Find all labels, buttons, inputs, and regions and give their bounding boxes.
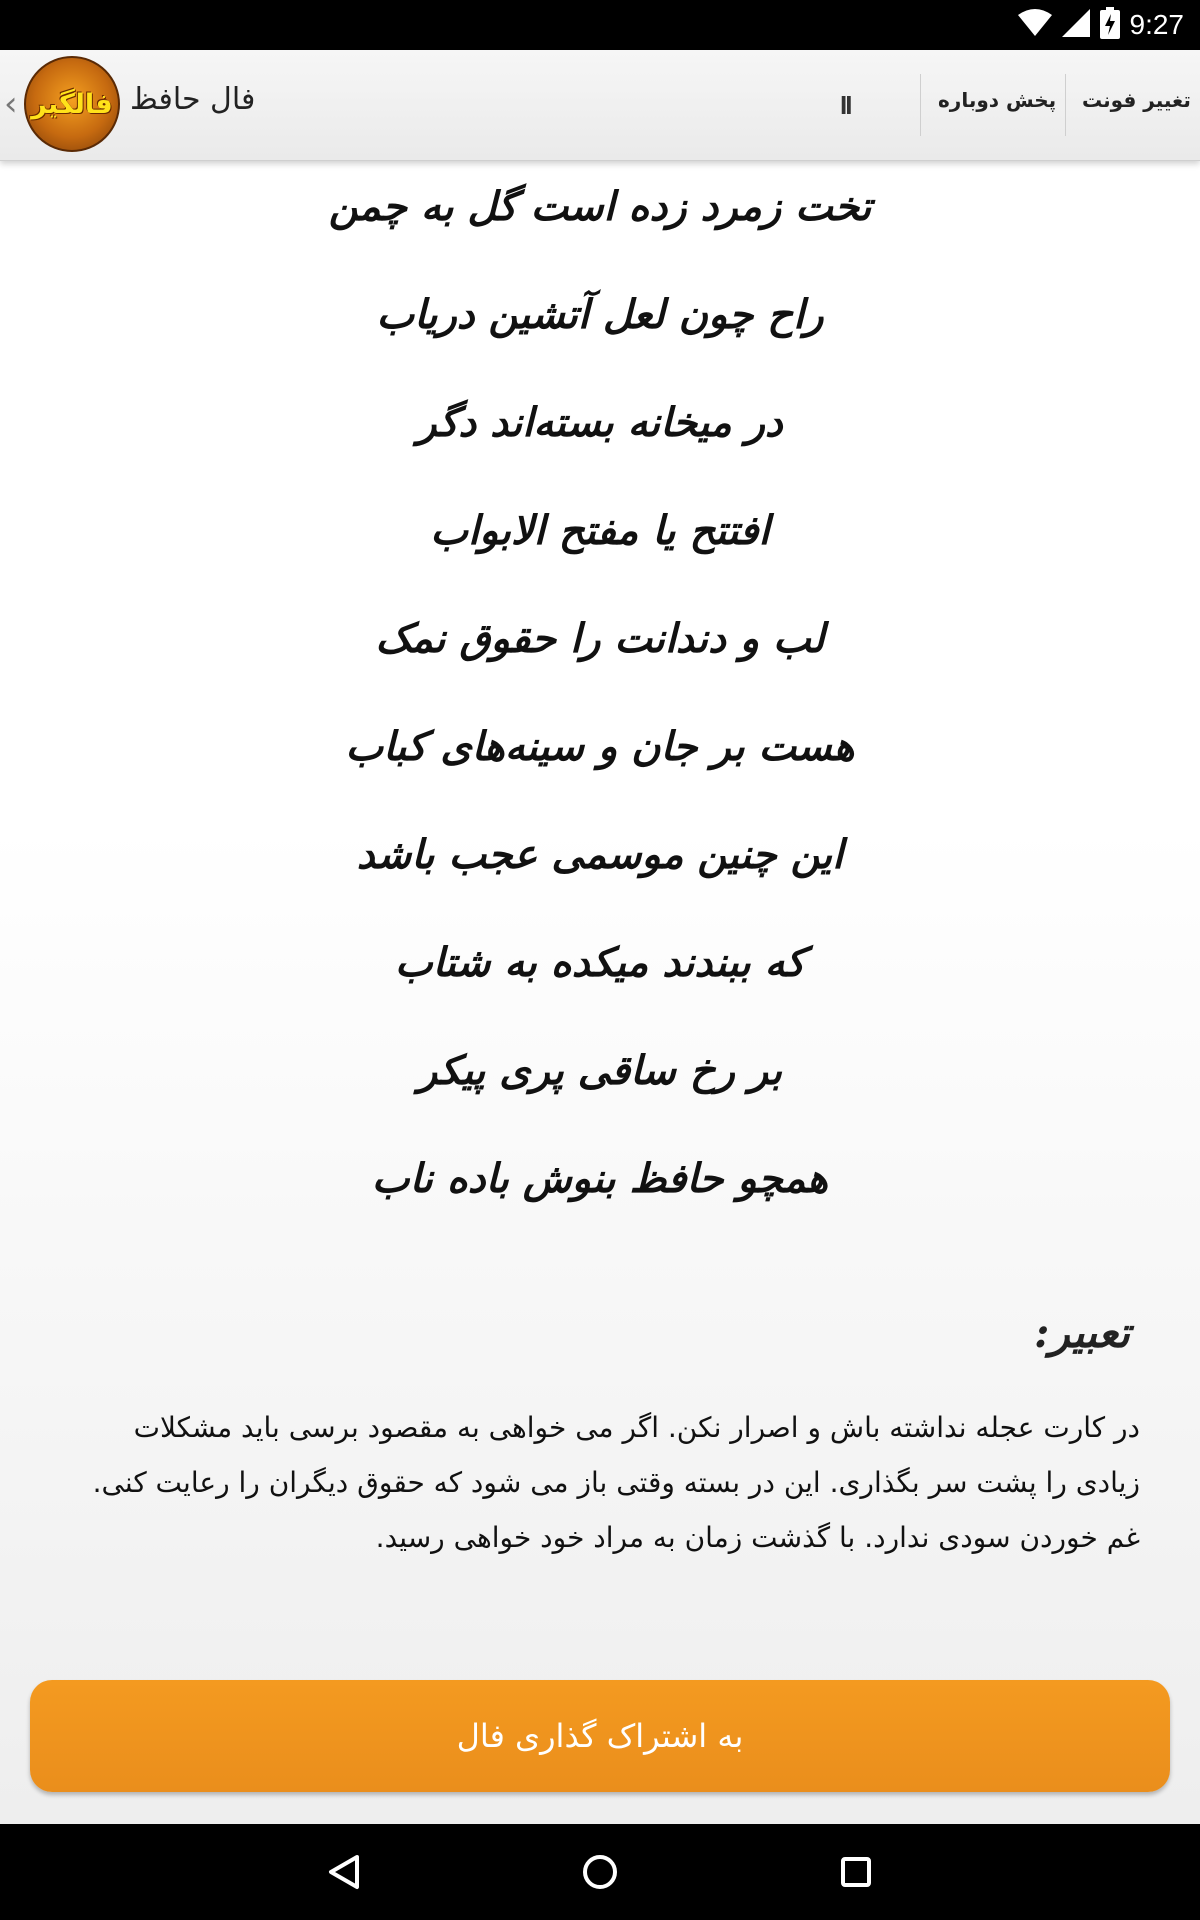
interpretation-heading: تعبیر: bbox=[1034, 1308, 1130, 1357]
status-icons bbox=[1018, 7, 1120, 43]
back-chevron-icon[interactable]: ‹ bbox=[4, 84, 18, 124]
app-logo[interactable] bbox=[24, 56, 120, 152]
replay-button[interactable]: پخش دوباره bbox=[938, 88, 1057, 112]
change-font-button[interactable]: تغییر فونت bbox=[1082, 88, 1191, 112]
toolbar-divider bbox=[1065, 74, 1066, 136]
cell-signal-icon bbox=[1062, 9, 1090, 41]
logo-text: فالگیر bbox=[31, 88, 113, 120]
battery-charging-icon bbox=[1100, 7, 1120, 43]
poem-line: تخت زمرد زده است گل به چمن bbox=[328, 182, 872, 230]
poem-line: همچو حافظ بنوش باده ناب bbox=[371, 1154, 829, 1202]
poem bbox=[0, 152, 1200, 1232]
poem-line: در میخانه بسته‌اند دگر bbox=[417, 398, 783, 446]
share-fortune-button[interactable]: به اشتراک گذاری فال bbox=[30, 1680, 1170, 1792]
poem-line: افتتح یا مفتح الابواب bbox=[430, 506, 770, 554]
poem-line: بر رخ ساقی پری پیکر bbox=[417, 1046, 783, 1094]
toolbar-divider bbox=[920, 74, 921, 136]
poem-line: راح چون لعل آتشین دریاب bbox=[376, 290, 824, 338]
home-nav-icon[interactable] bbox=[570, 1842, 630, 1902]
back-nav-icon[interactable] bbox=[314, 1842, 374, 1902]
status-time: 9:27 bbox=[1129, 9, 1184, 40]
page-title: فال حافظ bbox=[130, 82, 256, 117]
recents-nav-icon[interactable] bbox=[826, 1842, 886, 1902]
app-bar bbox=[0, 50, 1200, 161]
poem-line: این چنین موسمی عجب باشد bbox=[356, 830, 844, 878]
poem-line: هست بر جان و سینه‌های کباب bbox=[345, 722, 855, 770]
navigation-bar bbox=[0, 1824, 1200, 1920]
interpretation-text: در کارت عجله نداشته باش و اصرار نکن. اگر می خواهی به مقصود برسی باید مشکلات زیادی را پشت سر بگذاری. این در بسته وقتی باز می شود که حقوق دیگران را رعایت کنی. غم خوردن سودی ندارد. با گذشت زمان به مراد خود خواهی رسید. bbox=[92, 1411, 1140, 1554]
pause-button[interactable]: II bbox=[840, 90, 851, 120]
wifi-icon bbox=[1018, 9, 1052, 41]
status-bar bbox=[0, 0, 1200, 50]
content-area[interactable] bbox=[0, 160, 1200, 1824]
poem-line: که ببندند میکده به شتاب bbox=[394, 938, 806, 986]
poem-line: لب و دندانت را حقوق نمک bbox=[375, 614, 825, 662]
